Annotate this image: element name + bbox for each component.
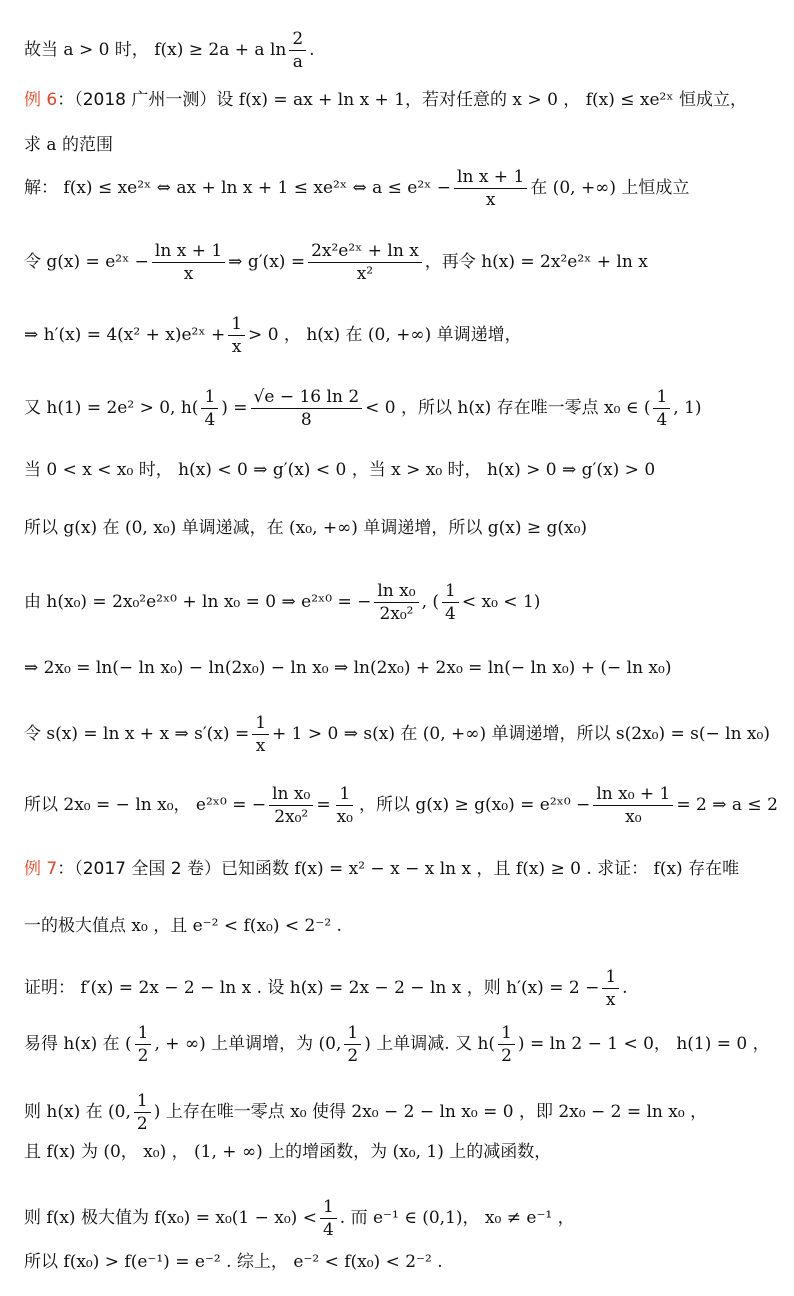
math-text: 解： f(x) ≤ xe²ˣ ⇔ ax + ln x + 1 ≤ xe²ˣ ⇔ a ≤ e²ˣ − (24, 178, 452, 198)
fraction-denominator: x² (356, 264, 374, 284)
math-text: 故当 a > 0 时， f(x) ≥ 2a + a ln (24, 40, 287, 60)
math-text: . 而 e⁻¹ ∈ (0,1)， x₀ ≠ e⁻¹ ， (339, 1208, 575, 1228)
text-line (24, 28, 782, 73)
math-text: 当 0 < x < x₀ 时， h(x) < 0 ⇒ g′(x) < 0 ，当 x > x₀ 时， h(x) > 0 ⇒ g′(x) > 0 (24, 460, 656, 480)
fraction-denominator: a (292, 52, 303, 72)
math-text: ) = ln 2 − 1 < 0， h(1) = 0 ， (517, 1034, 770, 1054)
fraction-numerator: 1 (135, 1022, 152, 1045)
text-line (24, 88, 782, 112)
fraction-denominator: x (183, 264, 194, 284)
text-line (24, 240, 782, 285)
text-line (24, 914, 782, 938)
fraction-numerator: 1 (602, 966, 619, 989)
math-text: . (622, 978, 628, 998)
math-text: 设 f(x) = ax + ln x + 1，若对任意的 x > 0 ， f(x) ≤ xe²ˣ 恒成立， (216, 90, 747, 110)
fraction-numerator: ln x₀ (269, 783, 313, 806)
fraction (454, 166, 527, 211)
fraction-denominator: 2x₀² (379, 604, 414, 624)
fraction (653, 386, 670, 431)
fraction-denominator: x (605, 990, 616, 1010)
math-text: = (316, 795, 331, 815)
math-text: , 1) (673, 398, 702, 418)
fraction-denominator: x (231, 337, 242, 357)
fraction-numerator: 1 (498, 1022, 515, 1045)
text-line (24, 458, 782, 482)
fraction-numerator: √e − 16 ln 2 (251, 386, 363, 409)
fraction-numerator: ln x + 1 (152, 240, 225, 263)
text-line (24, 313, 782, 358)
math-text: 已知函数 f(x) = x² − x − x ln x ，且 f(x) ≥ 0 . 求证： f(x) 存在唯 (221, 859, 740, 879)
math-text: 则 f(x) 极大值为 f(x₀) = x₀(1 − x₀) < (24, 1208, 317, 1228)
fraction (498, 1022, 515, 1067)
fraction (269, 783, 313, 828)
fraction (308, 240, 422, 285)
math-text: ) 上存在唯一零点 x₀ 使得 2x₀ − 2 − ln x₀ = 0 ，即 2x₀ − 2 = ln x₀ ， (153, 1102, 708, 1122)
math-text: < x₀ < 1) (461, 592, 541, 612)
fraction-denominator: x (485, 190, 496, 210)
text-line (24, 1140, 782, 1164)
text-line (24, 1250, 782, 1274)
math-text: 证明： f′(x) = 2x − 2 − ln x . 设 h(x) = 2x − 2 − ln x ，则 h′(x) = 2 − (24, 978, 600, 998)
fraction-denominator: 4 (204, 410, 216, 430)
fraction-denominator: 2 (501, 1046, 512, 1066)
math-text: ，再令 h(x) = 2x²e²ˣ + ln x (424, 252, 648, 272)
math-text: , + ∞) 上单调增，为 (0, (154, 1034, 342, 1054)
fraction (135, 1022, 152, 1067)
fraction (320, 1196, 337, 1241)
text-line (24, 166, 782, 211)
fraction-denominator: x₀ (625, 807, 642, 827)
text-line (24, 1022, 782, 1067)
text-line (24, 133, 782, 157)
fraction (252, 712, 269, 757)
example-label: 例 7 (24, 859, 58, 879)
fraction-numerator: 1 (336, 783, 353, 806)
example-source: ：（2018 广州一测） (57, 90, 217, 110)
math-text: = 2 ⇒ a ≤ 2 (676, 795, 778, 815)
fraction (602, 966, 619, 1011)
math-text: ⇒ g′(x) = (228, 252, 306, 272)
fraction-denominator: x₀ (336, 807, 353, 827)
fraction-numerator: 1 (228, 313, 245, 336)
math-text: . (309, 40, 315, 60)
text-line (24, 1090, 782, 1135)
fraction-denominator: 2 (137, 1046, 149, 1066)
text-line (24, 783, 782, 828)
text-line (24, 656, 782, 680)
fraction-numerator: 2 (289, 28, 306, 51)
fraction-denominator: 4 (656, 410, 668, 430)
math-text: 求 a 的范围 (24, 135, 113, 155)
math-text: 令 s(x) = ln x + x ⇒ s′(x) = (24, 724, 250, 744)
fraction-denominator: 2x₀² (274, 807, 309, 827)
math-text: 又 h(1) = 2e² > 0, h( (24, 398, 199, 418)
text-line (24, 857, 782, 881)
example-label: 例 6 (24, 90, 58, 110)
math-text: ，所以 g(x) ≥ g(x₀) = e²ˣ⁰ − (358, 795, 591, 815)
text-line (24, 1196, 782, 1241)
fraction-numerator: 2x²e²ˣ + ln x (308, 240, 422, 263)
math-text: > 0 ， h(x) 在 (0, +∞) 单调递增， (248, 325, 522, 345)
fraction (289, 28, 306, 73)
math-text: ⇒ 2x₀ = ln(− ln x₀) − ln(2x₀) − ln x₀ ⇒ ln(2x₀) + 2x₀ = ln(− ln x₀) + (− ln x₀) (24, 658, 672, 678)
math-text: 一的极大值点 x₀ ，且 e⁻² < f(x₀) < 2⁻² . (24, 916, 342, 936)
fraction-denominator: x (255, 736, 266, 756)
fraction (334, 783, 356, 828)
math-text: 所以 f(x₀) > f(e⁻¹) = e⁻² . 综上， e⁻² < f(x₀) < 2⁻² . (24, 1252, 443, 1272)
fraction (593, 783, 673, 828)
fraction (152, 240, 225, 285)
fraction-denominator: 2 (347, 1046, 359, 1066)
fraction-numerator: 1 (344, 1022, 361, 1045)
fraction-numerator: 1 (320, 1196, 337, 1219)
fraction (374, 580, 418, 625)
math-text: ⇒ h′(x) = 4(x² + x)e²ˣ + (24, 325, 226, 345)
math-text: 所以 2x₀ = − ln x₀， e²ˣ⁰ = − (24, 795, 267, 815)
fraction-denominator: 8 (300, 410, 312, 430)
math-text: 在 (0, +∞) 上恒成立 (530, 178, 690, 198)
math-text: 由 h(x₀) = 2x₀²e²ˣ⁰ + ln x₀ = 0 ⇒ e²ˣ⁰ = − (24, 592, 372, 612)
math-text: ) 上单调减. 又 h( (364, 1034, 496, 1054)
math-text: , ( (421, 592, 440, 612)
fraction (251, 386, 363, 431)
fraction-numerator: 1 (134, 1090, 151, 1113)
fraction-denominator: 2 (136, 1114, 148, 1134)
text-line (24, 516, 782, 540)
math-text: + 1 > 0 ⇒ s(x) 在 (0, +∞) 单调递增，所以 s(2x₀) = s(− ln x₀) (272, 724, 770, 744)
fraction (134, 1090, 151, 1135)
math-text: 易得 h(x) 在 ( (24, 1034, 132, 1054)
fraction-numerator: ln x₀ (374, 580, 418, 603)
math-text: 则 h(x) 在 (0, (24, 1102, 131, 1122)
math-text: 令 g(x) = e²ˣ − (24, 252, 149, 272)
fraction-numerator: 1 (653, 386, 670, 409)
fraction-numerator: ln x₀ + 1 (593, 783, 673, 806)
fraction-numerator: ln x + 1 (454, 166, 527, 189)
fraction (442, 580, 459, 625)
text-line (24, 966, 782, 1011)
fraction (228, 313, 245, 358)
fraction-numerator: 1 (252, 712, 269, 735)
fraction-numerator: 1 (442, 580, 459, 603)
fraction (344, 1022, 361, 1067)
math-text: ) = (221, 398, 248, 418)
fraction (201, 386, 218, 431)
text-line (24, 580, 782, 625)
fraction-denominator: 4 (445, 604, 456, 624)
fraction-denominator: 4 (322, 1220, 334, 1240)
text-line (24, 386, 782, 431)
math-text: 且 f(x) 为 (0， x₀) ， (1, + ∞) 上的增函数，为 (x₀, 1) 上的减函数， (24, 1142, 552, 1162)
fraction-numerator: 1 (201, 386, 218, 409)
math-text: < 0 ，所以 h(x) 存在唯一零点 x₀ ∈ ( (365, 398, 651, 418)
math-text: 所以 g(x) 在 (0, x₀) 单调递减，在 (x₀, +∞) 单调递增，所以 g(x) ≥ g(x₀) (24, 518, 588, 538)
example-source: ：（2017 全国 2 卷） (57, 859, 222, 879)
text-line (24, 712, 782, 757)
